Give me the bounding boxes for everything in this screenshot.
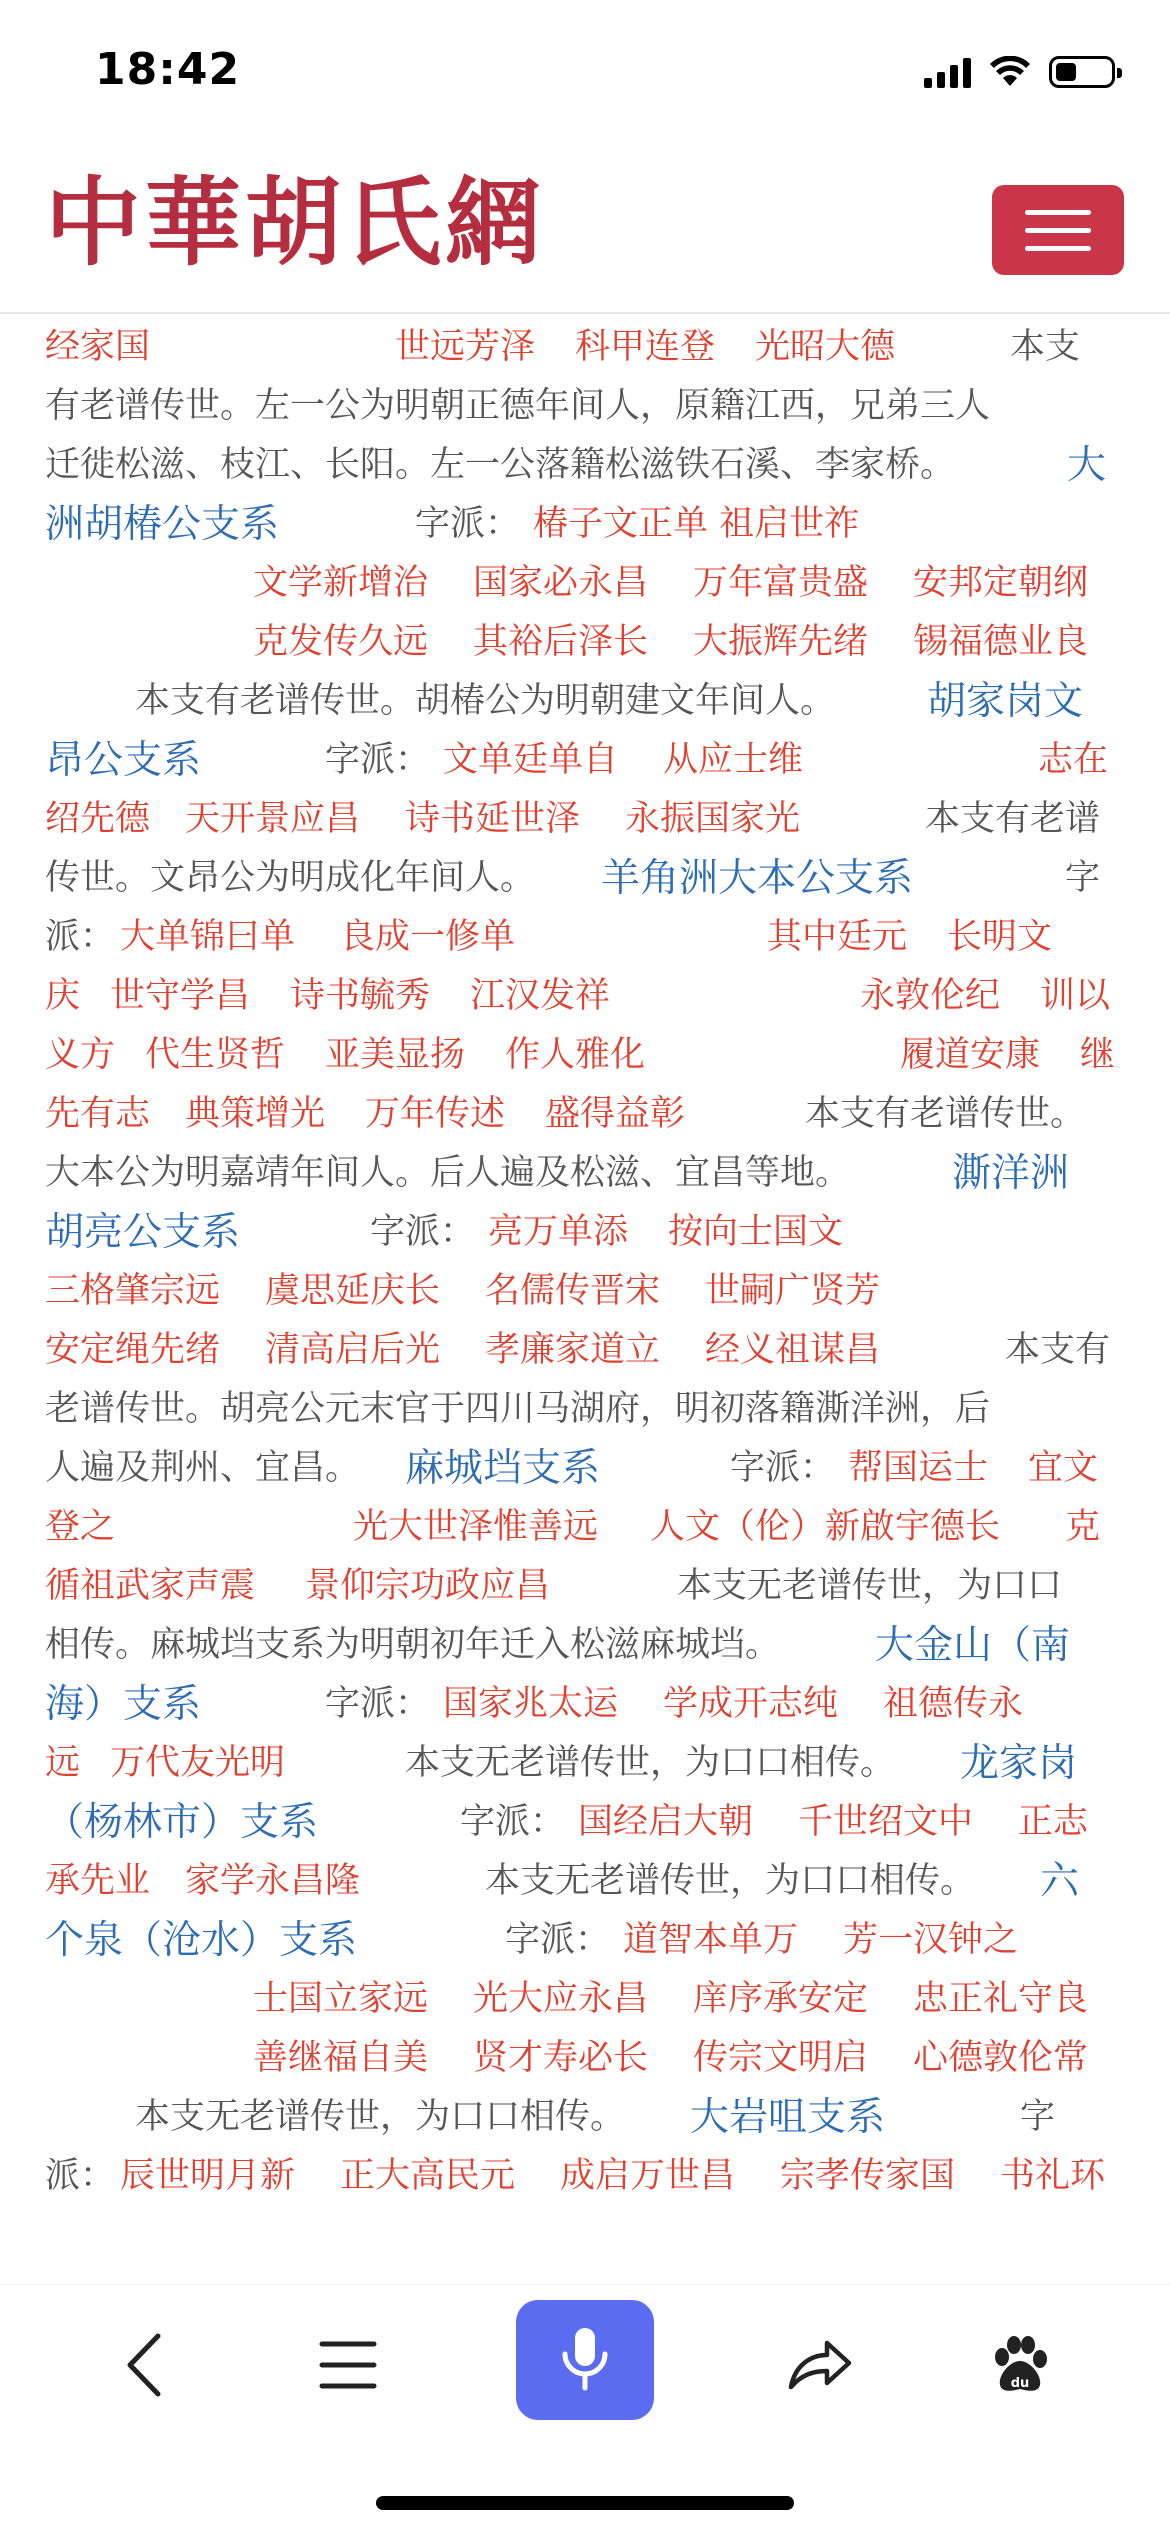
zipai-generation-text: 作人雅化	[505, 1035, 646, 1075]
content-line	[45, 1439, 1125, 1498]
zipai-generation-text: 天开景应昌	[185, 799, 361, 839]
home-indicator	[376, 2496, 794, 2510]
body-text: 本支有	[1005, 1330, 1111, 1370]
zipai-generation-text: 帮国运士	[848, 1448, 989, 1488]
content-line	[45, 1970, 1125, 2029]
menu-button[interactable]	[288, 2305, 408, 2425]
body-text: 派：	[45, 2156, 116, 2196]
content-line	[45, 554, 1125, 613]
body-text: 字派：	[460, 1802, 566, 1842]
content-line	[45, 2088, 1125, 2147]
content-line	[45, 908, 1125, 967]
content-line	[45, 1734, 1125, 1793]
zipai-generation-text: 义方	[45, 1035, 116, 1075]
content-line	[45, 2147, 1125, 2206]
body-text: 字	[1065, 858, 1101, 898]
zipai-generation-text: 承先业	[45, 1861, 151, 1901]
zipai-generation-text: 光大应永昌	[473, 1979, 649, 2019]
zipai-generation-text: 盛得益彰	[545, 1094, 686, 1134]
menu-bar-icon	[1025, 228, 1091, 233]
zipai-generation-text: 先有志	[45, 1094, 151, 1134]
content-line	[45, 1616, 1125, 1675]
cellular-signal-icon	[924, 56, 971, 88]
article-body	[45, 318, 1125, 2278]
zipai-generation-text: 亮万单添	[488, 1212, 629, 1252]
body-text: 字派：	[505, 1920, 611, 1960]
content-line	[45, 1557, 1125, 1616]
content-line	[45, 1498, 1125, 1557]
zipai-generation-text: 忠正礼守良	[913, 1979, 1089, 2019]
content-line	[45, 1085, 1125, 1144]
hamburger-menu-button[interactable]	[992, 185, 1124, 275]
zipai-generation-text: 世守学昌	[110, 976, 251, 1016]
body-text: 本支有老谱传世。胡椿公为明朝建文年间人。	[135, 681, 836, 721]
body-text: 大本公为明嘉靖年间人。后人遍及松滋、宜昌等地。	[45, 1153, 851, 1193]
content-line	[45, 2029, 1125, 2088]
content-line	[45, 377, 1125, 436]
zipai-generation-text: 善继福自美	[253, 2038, 429, 2078]
zipai-generation-text: 科甲连登	[575, 327, 716, 367]
share-arrow-icon	[785, 2335, 855, 2395]
zipai-generation-text: 世远芳泽	[395, 327, 536, 367]
body-text: 本支有老谱传世。	[805, 1094, 1086, 1134]
bottom-toolbar	[0, 2284, 1170, 2533]
branch-title-link[interactable]: 大金山（南	[875, 1623, 1071, 1668]
zipai-generation-text: 文单廷单自	[443, 740, 619, 780]
zipai-generation-text: 亚美显扬	[325, 1035, 466, 1075]
zipai-generation-text: 诗书毓秀	[290, 976, 431, 1016]
zipai-generation-text: 书礼环	[1000, 2156, 1106, 2196]
zipai-generation-text: 士国立家远	[253, 1979, 429, 2019]
zipai-generation-text: 克	[1065, 1507, 1101, 1547]
content-line	[45, 1026, 1125, 1085]
content-line	[45, 613, 1125, 672]
zipai-generation-text: 经义祖谋昌	[705, 1330, 881, 1370]
zipai-generation-text: 按向士国文	[668, 1212, 844, 1252]
zipai-generation-text: 椿子文正单 祖启世祚	[533, 504, 860, 544]
zipai-generation-text: 三格肇宗远	[45, 1271, 221, 1311]
branch-title-link[interactable]: 海）支系	[45, 1682, 202, 1727]
body-text: 字派：	[325, 740, 431, 780]
zipai-generation-text: 履道安康	[900, 1035, 1041, 1075]
content-line	[45, 1793, 1125, 1852]
branch-title-link[interactable]: 个泉（沧水）支系	[45, 1918, 358, 1963]
zipai-generation-text: 文学新增治	[253, 563, 429, 603]
zipai-generation-text: 诗书延世泽	[405, 799, 581, 839]
battery-icon	[1049, 56, 1115, 88]
zipai-generation-text: 绍先德	[45, 799, 151, 839]
back-button[interactable]	[85, 2305, 205, 2425]
content-line	[45, 849, 1125, 908]
share-button[interactable]	[760, 2305, 880, 2425]
zipai-generation-text: 国家必永昌	[473, 563, 649, 603]
content-line	[45, 1911, 1125, 1970]
branch-title-link[interactable]: 胡家岗文	[927, 679, 1084, 724]
zipai-generation-text: 祖德传永	[883, 1684, 1024, 1724]
zipai-generation-text: 良成一修单	[340, 917, 516, 957]
wifi-icon	[989, 56, 1031, 88]
branch-title-link[interactable]: 澌洋洲	[952, 1151, 1070, 1196]
zipai-generation-text: 景仰宗功政应昌	[305, 1566, 551, 1606]
voice-search-button[interactable]	[516, 2300, 654, 2420]
menu-lines-icon	[318, 2338, 378, 2392]
body-text: 传世。文昂公为明成化年间人。	[45, 858, 536, 898]
zipai-generation-text: 正大高民元	[340, 2156, 516, 2196]
branch-title-link[interactable]: 洲胡椿公支系	[45, 502, 280, 547]
zipai-generation-text: 贤才寿必长	[473, 2038, 649, 2078]
branch-title-link[interactable]: 六	[1040, 1859, 1080, 1904]
zipai-generation-text: 道智本单万	[623, 1920, 799, 1960]
content-line	[45, 318, 1125, 377]
zipai-generation-text: 正志	[1018, 1802, 1089, 1842]
body-text: 本支	[1010, 327, 1081, 367]
zipai-generation-text: 光大世泽惟善远	[353, 1507, 599, 1547]
zipai-generation-text: 其中廷元	[767, 917, 908, 957]
zipai-generation-text: 国家兆太运	[443, 1684, 619, 1724]
zipai-generation-text: 江汉发祥	[470, 976, 611, 1016]
body-text: 派：	[45, 917, 116, 957]
zipai-generation-text: 传宗文明启	[693, 2038, 869, 2078]
zipai-generation-text: 学成开志纯	[663, 1684, 839, 1724]
body-text: 本支无老谱传世，为口口相传。	[485, 1861, 976, 1901]
body-text: 本支无老谱传世，为口口相传。	[135, 2097, 626, 2137]
zipai-generation-text: 安邦定朝纲	[913, 563, 1089, 603]
microphone-icon	[557, 2324, 613, 2396]
content-line	[45, 1321, 1125, 1380]
zipai-generation-text: 成启万世昌	[560, 2156, 736, 2196]
zipai-generation-text: 继	[1080, 1035, 1116, 1075]
content-line	[45, 436, 1125, 495]
content-line	[45, 1852, 1125, 1911]
zipai-generation-text: 长明文	[947, 917, 1053, 957]
content-line	[45, 1380, 1125, 1439]
branch-title-link[interactable]: 胡亮公支系	[45, 1210, 241, 1255]
content-line	[45, 967, 1125, 1026]
body-text: 字派：	[370, 1212, 476, 1252]
zipai-generation-text: 安定绳先绪	[45, 1330, 221, 1370]
branch-title-link[interactable]: 麻城垱支系	[405, 1446, 601, 1491]
zipai-generation-text: 克发传久远	[253, 622, 429, 662]
body-text: 字派：	[730, 1448, 836, 1488]
status-bar	[0, 0, 1170, 150]
zipai-generation-text: 千世绍文中	[798, 1802, 974, 1842]
zipai-generation-text: 家学永昌隆	[185, 1861, 361, 1901]
zipai-generation-text: 训以	[1040, 976, 1111, 1016]
body-text: 人遍及荆州、宜昌。	[45, 1448, 361, 1488]
content-line	[45, 731, 1125, 790]
content-line	[45, 1262, 1125, 1321]
content-line	[45, 1144, 1125, 1203]
zipai-generation-text: 其裕后泽长	[473, 622, 649, 662]
body-text: 本支无老谱传世，为口口相传。	[405, 1743, 896, 1783]
body-text: 字派：	[325, 1684, 431, 1724]
zipai-generation-text: 登之	[45, 1507, 116, 1547]
content-line	[45, 672, 1125, 731]
zipai-generation-text: 心德敦伦常	[913, 2038, 1089, 2078]
baidu-button[interactable]	[960, 2305, 1080, 2425]
branch-title-link[interactable]: 昂公支系	[45, 738, 202, 783]
zipai-generation-text: 永振国家光	[625, 799, 801, 839]
zipai-generation-text: 国经启大朝	[578, 1802, 754, 1842]
content-line	[45, 1675, 1125, 1734]
zipai-generation-text: 辰世明月新	[120, 2156, 296, 2196]
branch-title-link[interactable]: （杨林市）支系	[45, 1800, 319, 1845]
zipai-generation-text: 志在	[1038, 740, 1109, 780]
zipai-generation-text: 锡福德业良	[913, 622, 1089, 662]
status-icons	[924, 52, 1115, 92]
zipai-generation-text: 名儒传晋宋	[485, 1271, 661, 1311]
body-text: 字	[1020, 2097, 1056, 2137]
zipai-generation-text: 经家国	[45, 327, 151, 367]
zipai-generation-text: 大振辉先绪	[693, 622, 869, 662]
back-chevron-icon	[120, 2330, 170, 2400]
site-logo[interactable]: 中華胡氏網	[45, 166, 545, 279]
site-header	[0, 150, 1170, 314]
svg-text:du: du	[1010, 2376, 1030, 2391]
body-text: 字派：	[415, 504, 521, 544]
zipai-generation-text: 庠序承安定	[693, 1979, 869, 2019]
zipai-generation-text: 远	[45, 1743, 81, 1783]
status-time: 18:42	[95, 44, 241, 95]
zipai-generation-text: 芳一汉钟之	[843, 1920, 1019, 1960]
body-text: 迁徙松滋、枝江、长阳。左一公落籍松滋铁石溪、李家桥。	[45, 445, 956, 485]
zipai-generation-text: 庆	[45, 976, 81, 1016]
zipai-generation-text: 循祖武家声震	[45, 1566, 256, 1606]
branch-title-link[interactable]: 羊角洲大本公支系	[601, 856, 914, 901]
zipai-generation-text: 孝廉家道立	[485, 1330, 661, 1370]
zipai-generation-text: 典策增光	[185, 1094, 326, 1134]
zipai-generation-text: 世嗣广贤芳	[705, 1271, 881, 1311]
zipai-generation-text: 清高启后光	[265, 1330, 441, 1370]
baidu-paw-icon	[988, 2333, 1052, 2397]
body-text: 有老谱传世。左一公为明朝正德年间人，原籍江西，兄弟三人	[45, 386, 991, 426]
zipai-generation-text: 宜文	[1028, 1448, 1099, 1488]
branch-title-link[interactable]: 大	[1067, 443, 1107, 488]
body-text: 相传。麻城垱支系为明朝初年迁入松滋麻城垱。	[45, 1625, 781, 1665]
zipai-generation-text: 万代友光明	[110, 1743, 286, 1783]
zipai-generation-text: 虞思延庆长	[265, 1271, 441, 1311]
content-line	[45, 1203, 1125, 1262]
body-text: 本支有老谱	[925, 799, 1101, 839]
content-line	[45, 495, 1125, 554]
zipai-generation-text: 永敦伦纪	[860, 976, 1001, 1016]
zipai-generation-text: 光昭大德	[755, 327, 896, 367]
zipai-generation-text: 代生贤哲	[145, 1035, 286, 1075]
branch-title-link[interactable]: 龙家岗	[960, 1741, 1078, 1786]
content-line	[45, 790, 1125, 849]
branch-title-link[interactable]: 大岩咀支系	[690, 2095, 886, 2140]
zipai-generation-text: 万年传述	[365, 1094, 506, 1134]
zipai-generation-text: 万年富贵盛	[693, 563, 869, 603]
zipai-generation-text: 大单锦曰单	[120, 917, 296, 957]
body-text: 老谱传世。胡亮公元末官于四川马湖府，明初落籍澌洋洲，后	[45, 1389, 991, 1429]
menu-bar-icon	[1025, 246, 1091, 251]
menu-bar-icon	[1025, 210, 1091, 215]
body-text: 本支无老谱传世，为口口	[677, 1566, 1063, 1606]
zipai-generation-text: 宗孝传家国	[780, 2156, 956, 2196]
zipai-generation-text: 从应士维	[663, 740, 804, 780]
zipai-generation-text: 人文（伦）新啟宇德长	[650, 1507, 1001, 1547]
